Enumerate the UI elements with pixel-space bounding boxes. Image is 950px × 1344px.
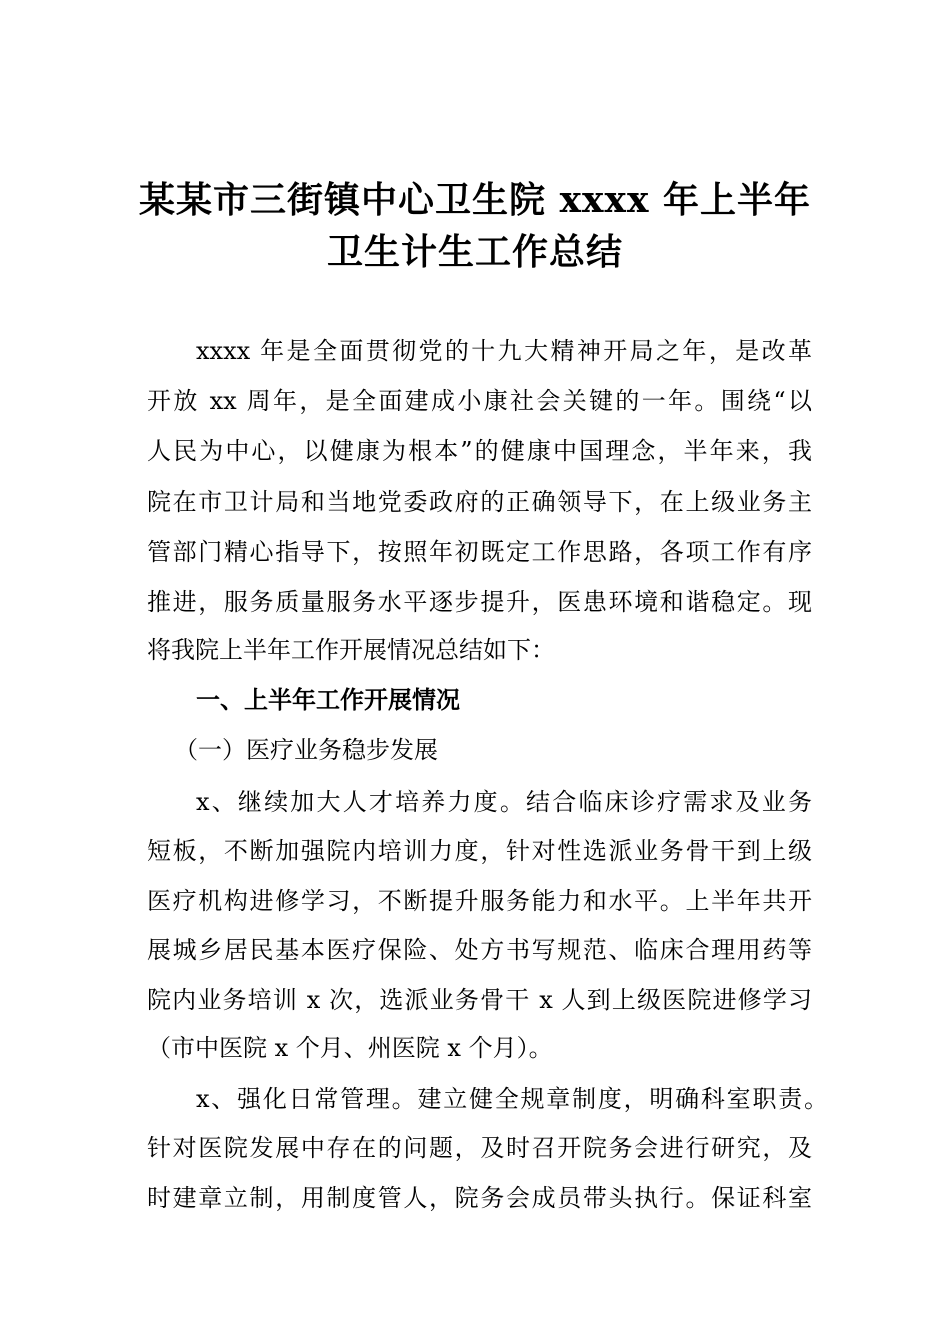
paragraph-line: 推进，服务质量服务水平逐步提升，医患环境和谐稳定。现 [147, 588, 812, 616]
subsection-heading: （一）医疗业务稳步发展 [174, 736, 438, 764]
paragraph-line: 将我院上半年工作开展情况总结如下： [147, 636, 555, 664]
paragraph-line: 针对医院发展中存在的问题，及时召开院务会进行研究，及 [147, 1134, 812, 1162]
document-title-line-2: 卫生计生工作总结 [326, 231, 623, 273]
paragraph-line: 短板，不断加强院内培训力度，针对性选派业务骨干到上级 [147, 837, 812, 865]
paragraph-line: 开放 xx 周年，是全面建成小康社会关键的一年。围绕“以 [147, 387, 812, 415]
paragraph-line: 医疗机构进修学习，不断提升服务能力和水平。上半年共开 [147, 887, 812, 915]
paragraph-line: 院在市卫计局和当地党委政府的正确领导下，在上级业务主 [147, 488, 812, 516]
paragraph-line: x、强化日常管理。建立健全规章制度，明确科室职责。 [196, 1085, 828, 1113]
document-title-line-1: 某某市三街镇中心卫生院 xxxx 年上半年 [139, 179, 811, 221]
paragraph-line: 展城乡居民基本医疗保险、处方书写规范、临床合理用药等 [147, 936, 812, 964]
paragraph-line: 管部门精心指导下，按照年初既定工作思路，各项工作有序 [147, 538, 812, 566]
section-heading: 一、上半年工作开展情况 [196, 686, 460, 714]
paragraph-line: x、继续加大人才培养力度。结合临床诊疗需求及业务 [196, 788, 812, 816]
paragraph-line: （市中医院 x 个月、州医院 x 个月）。 [147, 1034, 553, 1062]
paragraph-line: 时建章立制，用制度管人，院务会成员带头执行。保证科室 [147, 1184, 812, 1212]
paragraph-line: 人民为中心，以健康为根本”的健康中国理念，半年来，我 [147, 437, 812, 465]
paragraph-line: 院内业务培训 x 次，选派业务骨干 x 人到上级医院进修学习 [147, 986, 812, 1014]
paragraph-line: xxxx 年是全面贯彻党的十九大精神开局之年，是改革 [196, 337, 812, 365]
